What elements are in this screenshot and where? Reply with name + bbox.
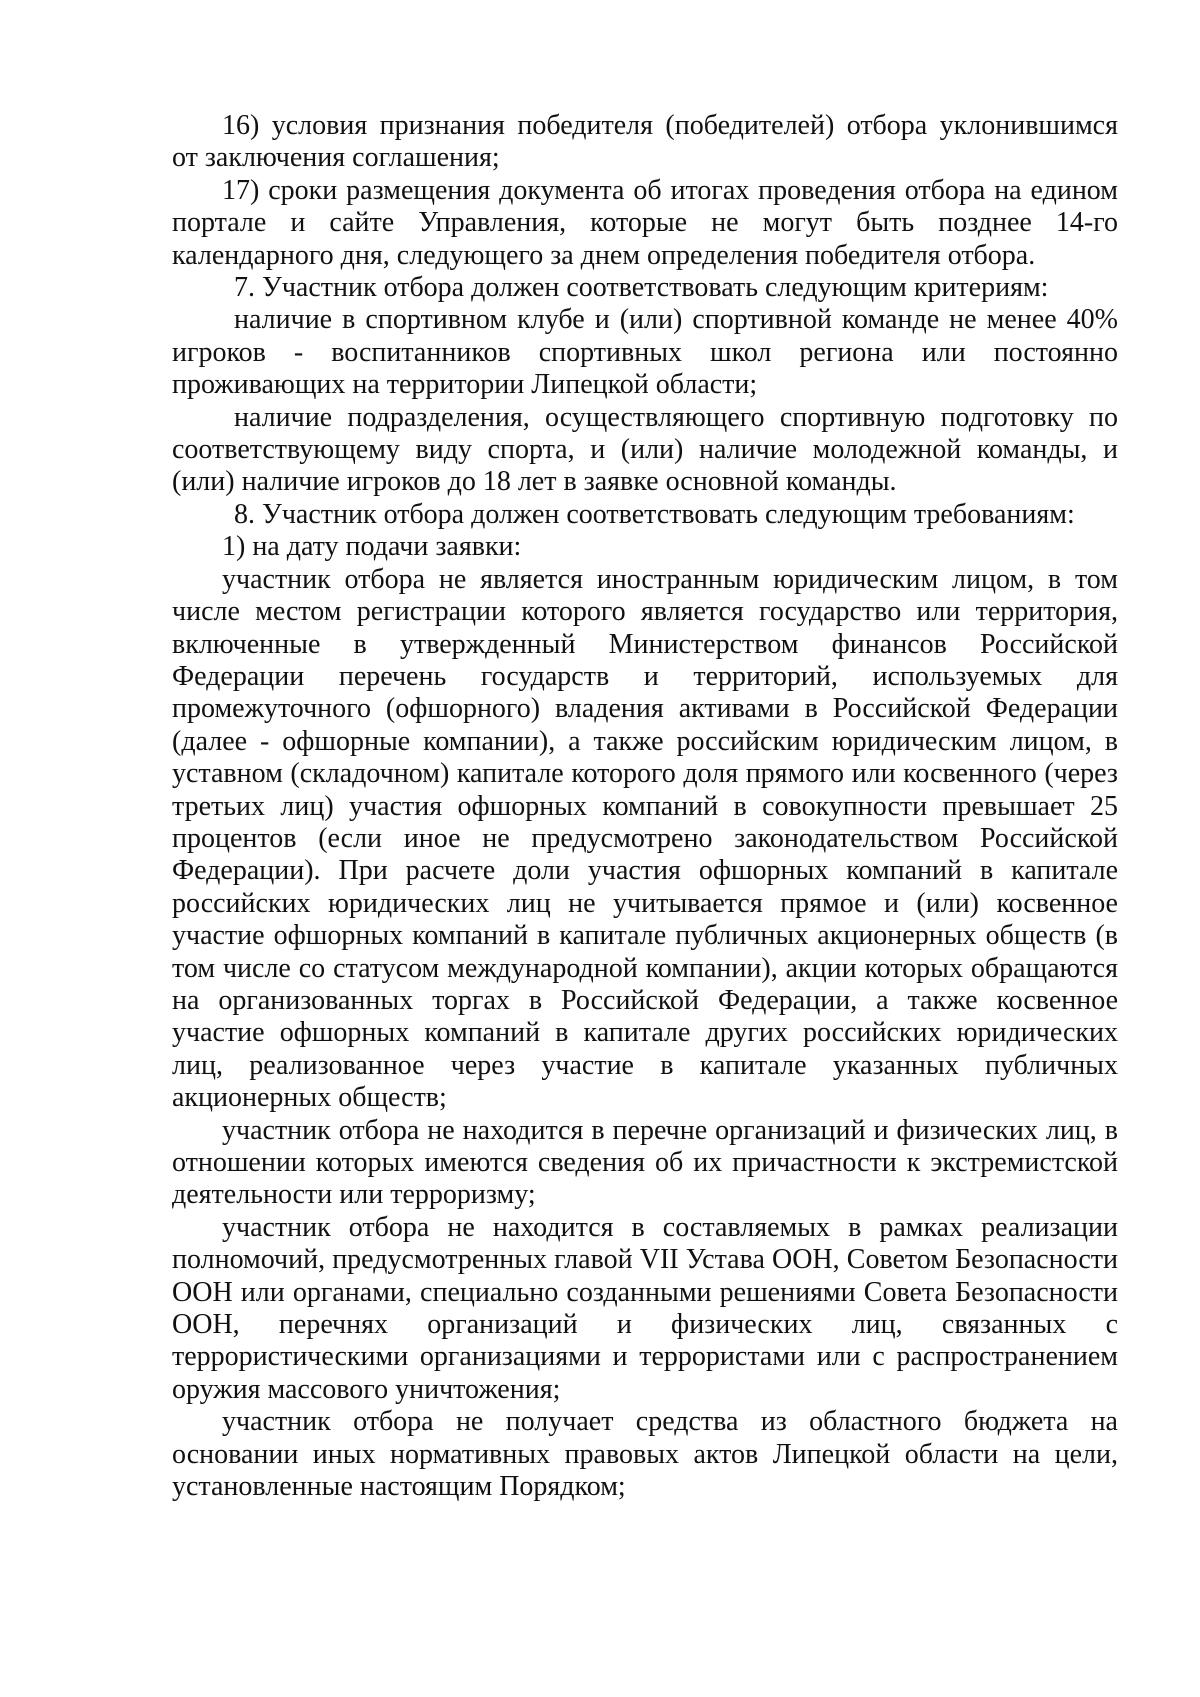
paragraph-section-7: 7. Участник отбора должен соответствовать следующим критериям: — [234, 272, 1049, 304]
paragraph-budget-requirement: участник отбора не получает средства из областного бюджета на основании иных нормативных правовых актов Липецкой области на цели, установленные настоящим Порядком; — [172, 1406, 1118, 1503]
paragraph-criterion-division: наличие подразделения, осуществляющего спортивную подготовку по соответствующему виду спорта, и (или) наличие молодежной команды, и (или) наличие игроков до 18 лет в заявке основной команды. — [172, 401, 1118, 498]
paragraph-extremism-requirement: участник отбора не находится в перечне организаций и физических лиц, в отношении которых имеются сведения об их причастности к экстремистской деятельности или терроризму; — [172, 1114, 1118, 1211]
paragraph-item-16: 16) условия признания победителя (победителей) отбора уклонившимся от заключения соглашения; — [172, 110, 1118, 174]
paragraph-criterion-players: наличие в спортивном клубе и (или) спортивной команде не менее 40% игроков - воспитанников спортивных школ региона или постоянно проживающих на территории Липецкой области; — [172, 304, 1118, 401]
paragraph-item-17: 17) сроки размещения документа об итогах проведения отбора на едином портале и сайте Управления, которые не могут быть позднее 14-го календарного дня, следующего за днем определения победителя отбора. — [172, 174, 1118, 271]
document-page — [172, 110, 1118, 1503]
paragraph-application-date: 1) на дату подачи заявки: — [222, 531, 522, 563]
paragraph-offshore-requirement: участник отбора не является иностранным юридическим лицом, в том числе местом регистрации которого является государство или территория, включенные в утвержденный Министерством финансов Российской Федерации перечень государств и территорий, используемых для промежуточного (офшорного) владения активами в Российской Федерации (далее - офшорные компании), а также российским юридическим лицом, в уставном (складочном) капитале которого доля прямого или косвенного (через третьих лиц) участия офшорных компаний в совокупности превышает 25 процентов (если иное не предусмотрено законодательством Российской Федерации). При расчете доли участия офшорных компаний в капитале российских юридических лиц не учитывается прямое и (или) косвенное участие офшорных компаний в капитале публичных акционерных обществ (в том числе со статусом международной компании), акции которых обращаются на организованных торгах в Российской Федерации, а также косвенное участие офшорных компаний в капитале других российских юридических лиц, реализованное через участие в капитале указанных публичных акционерных обществ; — [172, 563, 1118, 1114]
paragraph-section-8: 8. Участник отбора должен соответствовать следующим требованиям: — [234, 498, 1075, 530]
paragraph-un-sanctions-requirement: участник отбора не находится в составляемых в рамках реализации полномочий, предусмотренных главой VII Устава ООН, Советом Безопасности ООН или органами, специально созданными решениями Совета Безопасности ООН, перечнях организаций и физических лиц, связанных с террористическими организациями и террористами или с распространением оружия массового уничтожения; — [172, 1211, 1118, 1405]
